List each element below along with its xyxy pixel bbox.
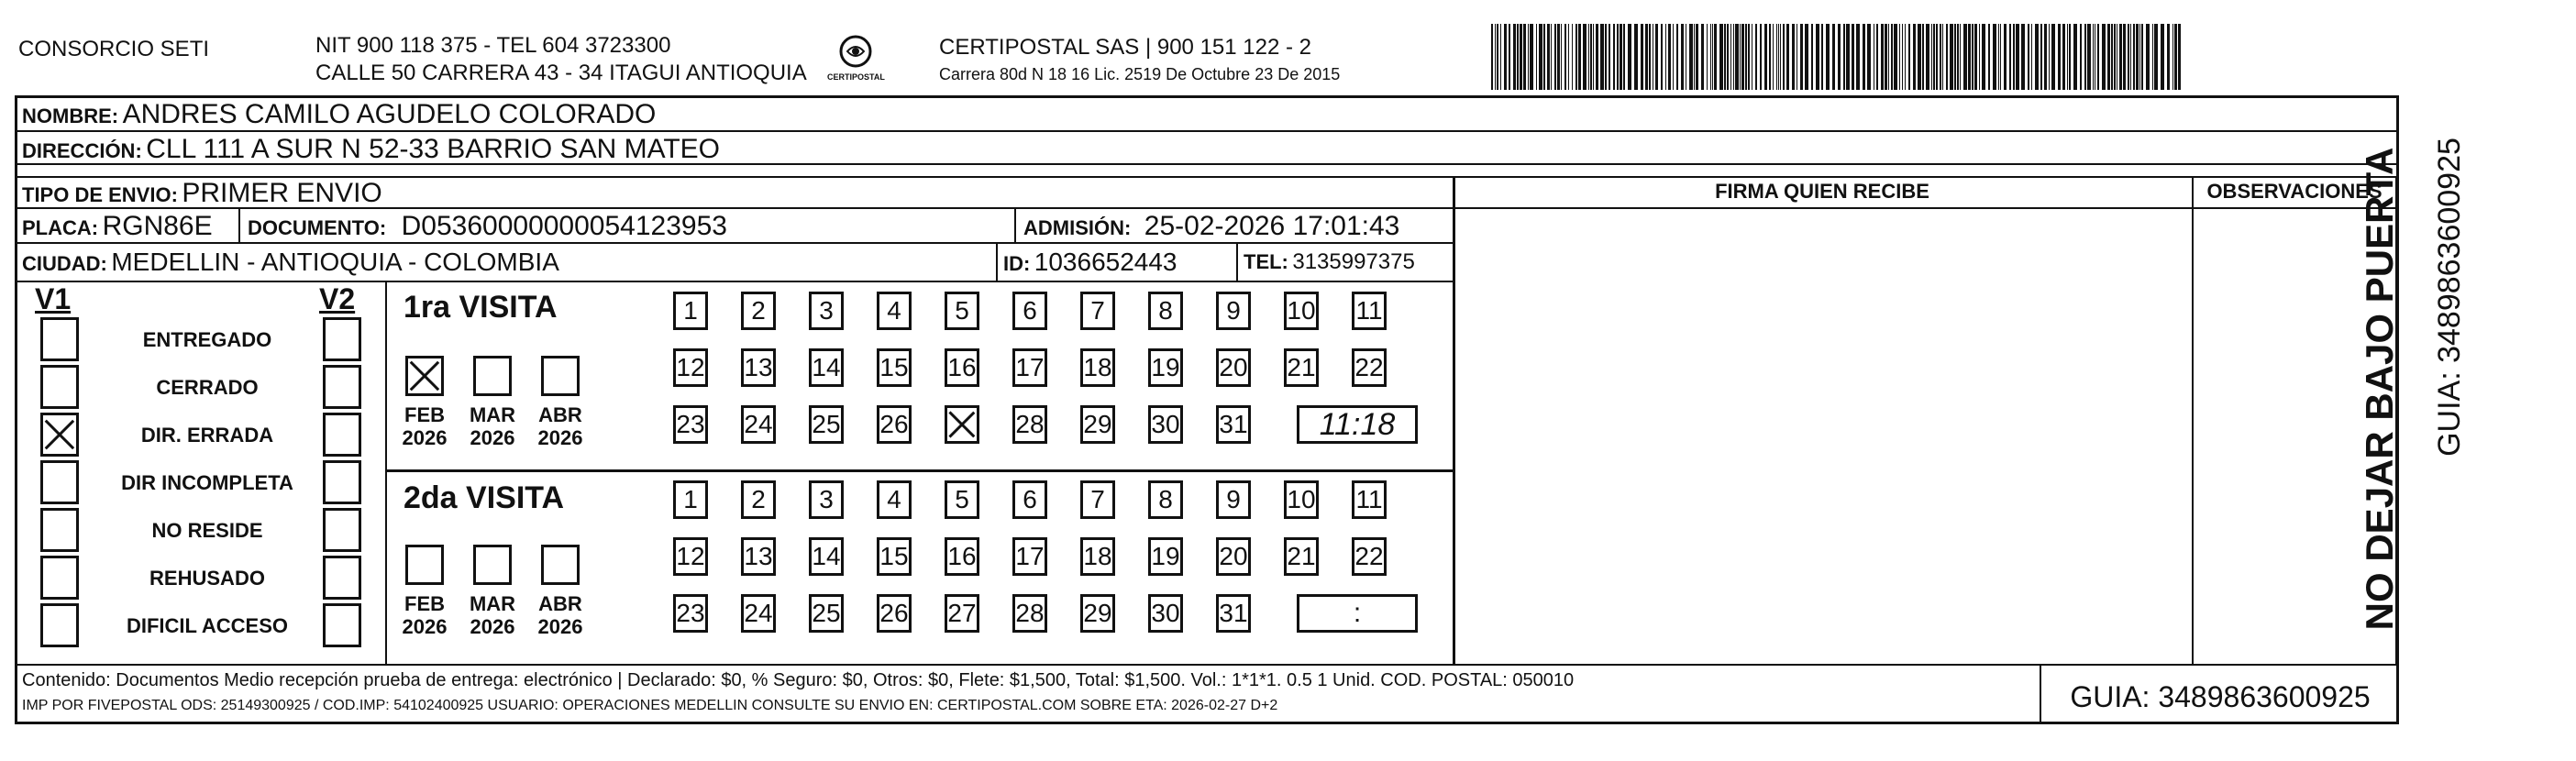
month-year: 2026 — [402, 615, 448, 639]
day-box-19[interactable]: 19 — [1148, 537, 1183, 576]
certi-name: CERTIPOSTAL SAS | 900 151 122 - 2 — [939, 35, 1311, 60]
status-label: DIFICIL ACCESO — [126, 614, 288, 637]
month-year: 2026 — [402, 426, 448, 450]
tipo-envio-value: PRIMER ENVIO — [182, 178, 382, 208]
day-box-4[interactable]: 4 — [877, 292, 912, 330]
day-box-12[interactable]: 12 — [673, 537, 708, 576]
status-label: ENTREGADO — [142, 328, 272, 351]
day-box-28[interactable]: 28 — [1012, 594, 1047, 633]
placa-value: RGN86E — [102, 211, 213, 241]
month-checkbox[interactable] — [541, 356, 580, 396]
day-box-23[interactable]: 23 — [673, 405, 708, 444]
day-box-10[interactable]: 10 — [1284, 480, 1319, 519]
day-box-17[interactable]: 17 — [1012, 348, 1047, 387]
visit-2-title: 2da VISITA — [404, 480, 565, 515]
certipostal-logo — [827, 31, 884, 86]
direccion-row — [22, 136, 720, 163]
day-box-11[interactable]: 11 — [1352, 480, 1387, 519]
v1-label: V1 — [35, 282, 72, 315]
month-year: 2026 — [470, 615, 515, 639]
month-checkbox[interactable] — [473, 545, 512, 585]
day-box-25[interactable]: 25 — [809, 405, 844, 444]
day-box-9[interactable]: 9 — [1216, 480, 1251, 519]
day-box-9[interactable]: 9 — [1216, 292, 1251, 330]
nombre-row — [22, 101, 656, 128]
day-box-24[interactable]: 24 — [741, 594, 776, 633]
month-label — [460, 403, 525, 450]
placa-label: PLACA: — [22, 216, 99, 239]
month-label — [460, 592, 525, 639]
tel-value: 3135997375 — [1292, 249, 1415, 274]
side-guia: GUIA: 3489863600925 — [2432, 138, 2467, 457]
firma-header: FIRMA QUIEN RECIBE — [1715, 180, 1929, 203]
day-box-6[interactable]: 6 — [1012, 292, 1047, 330]
direccion-value: CLL 111 A SUR N 52-33 BARRIO SAN MATEO — [146, 134, 721, 164]
day-box-16[interactable]: 16 — [945, 537, 979, 576]
day-box-8[interactable]: 8 — [1148, 480, 1183, 519]
v2-checkbox[interactable] — [323, 460, 361, 504]
barcode-bars — [1491, 24, 2184, 90]
month-label — [392, 403, 457, 450]
day-box-15[interactable]: 15 — [877, 348, 912, 387]
visit-1-title: 1ra VISITA — [404, 290, 558, 325]
admision-row — [1023, 213, 1399, 240]
day-box-15[interactable]: 15 — [877, 537, 912, 576]
tipo-envio-label: TIPO DE ENVIO: — [22, 183, 178, 206]
direccion-label: DIRECCIÓN: — [22, 139, 142, 162]
v1-checkbox[interactable] — [40, 365, 79, 409]
observaciones-header: OBSERVACIONES — [2206, 180, 2383, 203]
month-name: MAR — [469, 592, 516, 615]
admision-label: ADMISIÓN: — [1023, 216, 1132, 239]
address-line: CALLE 50 CARRERA 43 - 34 ITAGUI ANTIOQUIA — [315, 61, 807, 85]
day-box-25[interactable]: 25 — [809, 594, 844, 633]
month-checkbox[interactable] — [405, 545, 444, 585]
v1-checkbox[interactable] — [40, 460, 79, 504]
ciudad-label: CIUDAD: — [22, 252, 107, 275]
day-box-16[interactable]: 16 — [945, 348, 979, 387]
nombre-label: NOMBRE: — [22, 105, 119, 127]
visit-time-box[interactable]: : — [1297, 594, 1418, 633]
month-checkbox[interactable] — [405, 356, 444, 396]
status-label: CERRADO — [156, 376, 259, 399]
day-box-26[interactable]: 26 — [877, 405, 912, 444]
day-box-20[interactable]: 20 — [1216, 348, 1251, 387]
id-label: ID: — [1003, 252, 1031, 275]
day-box-30[interactable]: 30 — [1148, 594, 1183, 633]
month-name: ABR — [538, 403, 582, 426]
v2-checkbox[interactable] — [323, 413, 361, 457]
v1-checkbox[interactable] — [40, 556, 79, 600]
day-box-1[interactable]: 1 — [673, 480, 708, 519]
v2-checkbox[interactable] — [323, 317, 361, 361]
status-label: REHUSADO — [149, 567, 265, 590]
v2-label: V2 — [319, 282, 356, 315]
day-box-10[interactable]: 10 — [1284, 292, 1319, 330]
month-label — [528, 403, 592, 450]
day-box-22[interactable]: 22 — [1352, 348, 1387, 387]
day-box-11[interactable]: 11 — [1352, 292, 1387, 330]
day-box-7[interactable]: 7 — [1080, 480, 1115, 519]
day-box-19[interactable]: 19 — [1148, 348, 1183, 387]
day-box-22[interactable]: 22 — [1352, 537, 1387, 576]
month-year: 2026 — [470, 426, 515, 450]
month-year: 2026 — [537, 426, 583, 450]
day-box-27[interactable] — [945, 405, 979, 444]
logo-text: CERTIPOSTAL — [827, 72, 885, 82]
tel-row — [1244, 251, 1415, 273]
documento-row — [248, 213, 727, 240]
day-box-14[interactable]: 14 — [809, 537, 844, 576]
day-box-31[interactable]: 31 — [1216, 405, 1251, 444]
id-value: 1036652443 — [1034, 248, 1177, 276]
visit-time-box[interactable]: 11:18 — [1297, 405, 1418, 444]
day-box-24[interactable]: 24 — [741, 405, 776, 444]
day-box-21[interactable]: 21 — [1284, 348, 1319, 387]
day-box-18[interactable]: 18 — [1080, 537, 1115, 576]
day-box-6[interactable]: 6 — [1012, 480, 1047, 519]
day-box-29[interactable]: 29 — [1080, 405, 1115, 444]
day-box-2[interactable]: 2 — [741, 480, 776, 519]
company-name: CONSORCIO SETI — [18, 37, 210, 61]
month-name: MAR — [469, 403, 516, 426]
day-box-27[interactable]: 27 — [945, 594, 979, 633]
admision-value: 25-02-2026 17:01:43 — [1144, 211, 1400, 241]
status-label: DIR. ERRADA — [140, 424, 274, 447]
day-box-12[interactable]: 12 — [673, 348, 708, 387]
placa-row — [22, 213, 213, 240]
day-box-4[interactable]: 4 — [877, 480, 912, 519]
day-box-3[interactable]: 3 — [809, 292, 844, 330]
status-label: DIR INCOMPLETA — [121, 471, 293, 494]
v1-checkbox[interactable] — [40, 413, 79, 457]
month-checkbox[interactable] — [473, 356, 512, 396]
month-label — [392, 592, 457, 639]
day-box-8[interactable]: 8 — [1148, 292, 1183, 330]
month-label — [528, 592, 592, 639]
documento-value: D05360000000054123953 — [401, 211, 727, 241]
day-box-28[interactable]: 28 — [1012, 405, 1047, 444]
footer-guia: GUIA: 3489863600925 — [2070, 680, 2371, 713]
ciudad-row — [22, 249, 559, 275]
day-box-2[interactable]: 2 — [741, 292, 776, 330]
barcode — [1491, 24, 2184, 90]
month-year: 2026 — [537, 615, 583, 639]
day-box-31[interactable]: 31 — [1216, 594, 1251, 633]
v1-checkbox[interactable] — [40, 508, 79, 552]
documento-label: DOCUMENTO: — [248, 216, 387, 239]
day-box-5[interactable]: 5 — [945, 480, 979, 519]
ciudad-value: MEDELLIN - ANTIOQUIA - COLOMBIA — [111, 248, 559, 276]
v2-checkbox[interactable] — [323, 508, 361, 552]
id-row — [1003, 249, 1177, 275]
nit-line: NIT 900 118 375 - TEL 604 3723300 — [315, 33, 671, 58]
day-box-5[interactable]: 5 — [945, 292, 979, 330]
v2-checkbox[interactable] — [323, 556, 361, 600]
month-name: ABR — [538, 592, 582, 615]
day-box-14[interactable]: 14 — [809, 348, 844, 387]
certi-address: Carrera 80d N 18 16 Lic. 2519 De Octubre 23 De 2015 — [939, 65, 1341, 83]
day-box-26[interactable]: 26 — [877, 594, 912, 633]
v1-checkbox[interactable] — [40, 603, 79, 647]
tipo-envio-row — [22, 180, 382, 207]
status-label: NO RESIDE — [151, 519, 263, 542]
day-box-13[interactable]: 13 — [741, 537, 776, 576]
footer-imp: IMP POR FIVEPOSTAL ODS: 25149300925 / COD.IMP: 54102400925 USUARIO: OPERACIONES MEDELLIN CONSULTE SU ENVIO EN: CERTIPOSTAL.COM SOBRE ETA: 2026-02-27 D+2 — [22, 698, 1278, 713]
footer-content: Contenido: Documentos Medio recepción prueba de entrega: electrónico | Declarado: $0, % Seguro: $0, Otros: $0, Flete: $1,500, Total: $1,500. Vol.: 1*1*1. 0.5 1 Unid. COD. POSTAL: 050010 — [22, 670, 1575, 690]
month-checkbox[interactable] — [541, 545, 580, 585]
day-box-30[interactable]: 30 — [1148, 405, 1183, 444]
day-box-17[interactable]: 17 — [1012, 537, 1047, 576]
day-box-20[interactable]: 20 — [1216, 537, 1251, 576]
v2-checkbox[interactable] — [323, 603, 361, 647]
no-dejar-warning: NO DEJAR BAJO PUERTA — [2358, 147, 2401, 631]
day-box-1[interactable]: 1 — [673, 292, 708, 330]
day-box-23[interactable]: 23 — [673, 594, 708, 633]
day-box-3[interactable]: 3 — [809, 480, 844, 519]
month-name: FEB — [404, 403, 445, 426]
day-box-13[interactable]: 13 — [741, 348, 776, 387]
v1-checkbox[interactable] — [40, 317, 79, 361]
tel-label: TEL: — [1244, 250, 1288, 273]
day-box-21[interactable]: 21 — [1284, 537, 1319, 576]
nombre-value: ANDRES CAMILO AGUDELO COLORADO — [122, 99, 657, 129]
day-box-7[interactable]: 7 — [1080, 292, 1115, 330]
month-name: FEB — [404, 592, 445, 615]
day-box-18[interactable]: 18 — [1080, 348, 1115, 387]
day-box-29[interactable]: 29 — [1080, 594, 1115, 633]
v2-checkbox[interactable] — [323, 365, 361, 409]
